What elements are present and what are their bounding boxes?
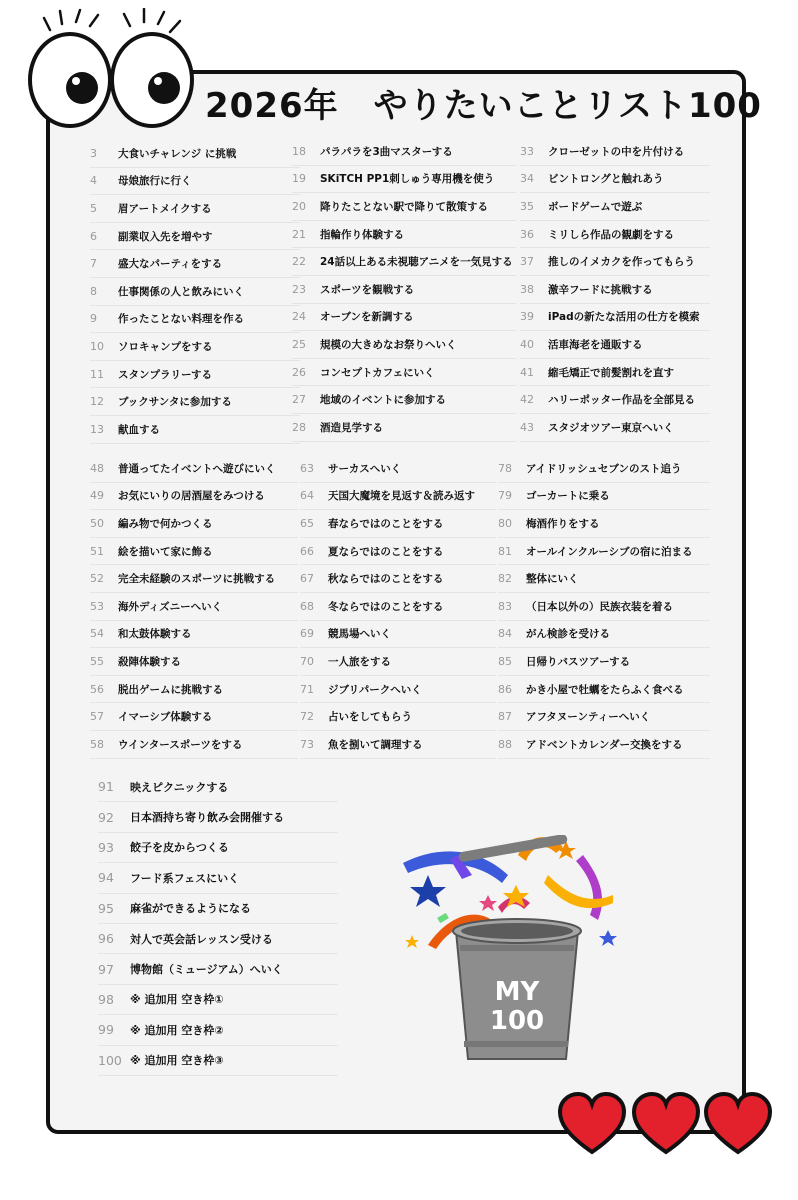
item-text: ※ 追加用 空き枠② bbox=[130, 1023, 224, 1037]
hearts-decoration bbox=[556, 1092, 776, 1158]
item-text: イマーシブ体験する bbox=[118, 711, 213, 724]
item-number: 66 bbox=[300, 544, 314, 558]
item-number: 72 bbox=[300, 710, 314, 724]
item-number: 22 bbox=[292, 255, 306, 269]
item-number: 34 bbox=[520, 172, 534, 186]
list-column bbox=[90, 140, 300, 444]
list-item bbox=[498, 621, 710, 649]
item-number: 51 bbox=[90, 544, 104, 558]
item-number: 39 bbox=[520, 310, 534, 324]
item-number: 96 bbox=[98, 931, 114, 947]
list-item bbox=[98, 833, 338, 863]
item-text: 仕事関係の人と飲みにいく bbox=[118, 285, 244, 298]
item-text: ジブリパークへいく bbox=[328, 683, 422, 696]
item-number: 25 bbox=[292, 337, 306, 351]
item-number: 28 bbox=[292, 420, 306, 434]
list-item bbox=[98, 1046, 338, 1076]
item-text: がん検診を受ける bbox=[526, 628, 610, 641]
item-number: 73 bbox=[300, 737, 314, 751]
item-number: 43 bbox=[520, 420, 534, 434]
item-text: 海外ディズニーへいく bbox=[118, 600, 223, 613]
list-item bbox=[292, 304, 516, 332]
item-number: 49 bbox=[90, 489, 104, 503]
item-text: 麻雀ができるようになる bbox=[130, 902, 251, 916]
list-item bbox=[98, 772, 338, 802]
item-number: 71 bbox=[300, 682, 314, 696]
item-text: iPadの新たな活用の仕方を模索 bbox=[548, 311, 700, 324]
item-text: 秋ならではのことをする bbox=[328, 573, 444, 586]
list-item bbox=[520, 276, 710, 304]
item-number: 18 bbox=[292, 144, 306, 158]
list-item bbox=[90, 278, 300, 306]
item-number: 68 bbox=[300, 599, 314, 613]
bucket-icon bbox=[398, 835, 628, 1075]
item-text: オールインクルーシブの宿に泊まる bbox=[526, 545, 693, 558]
list-item bbox=[300, 510, 496, 538]
list-item bbox=[292, 166, 516, 194]
list-item bbox=[520, 414, 710, 442]
item-text: 一人旅をする bbox=[328, 655, 391, 668]
list-item bbox=[498, 510, 710, 538]
item-number: 40 bbox=[520, 337, 534, 351]
item-text: （日本以外の）民族衣装を着る bbox=[526, 600, 673, 613]
item-text: スタジオツアー東京へいく bbox=[548, 421, 674, 434]
item-text: ビントロングと触れあう bbox=[548, 173, 664, 186]
item-text: 和太鼓体験する bbox=[118, 628, 192, 641]
list-column bbox=[292, 138, 516, 442]
item-text: 競馬場へいく bbox=[328, 628, 391, 641]
item-text: 春ならではのことをする bbox=[328, 517, 444, 530]
item-text: 脱出ゲームに挑戦する bbox=[118, 683, 223, 696]
item-number: 4 bbox=[90, 174, 97, 188]
item-number: 8 bbox=[90, 284, 97, 298]
item-number: 64 bbox=[300, 489, 314, 503]
item-text: 魚を捌いて調理する bbox=[328, 738, 423, 751]
item-number: 100 bbox=[98, 1052, 122, 1068]
item-number: 84 bbox=[498, 627, 512, 641]
item-text: スポーツを観戦する bbox=[320, 283, 415, 296]
item-text: 夏ならではのことをする bbox=[328, 545, 444, 558]
item-text: 博物館（ミュージアム）へいく bbox=[130, 963, 283, 977]
list-item bbox=[90, 333, 300, 361]
item-text: 普通ってたイベントへ遊びにいく bbox=[118, 462, 276, 475]
item-number: 53 bbox=[90, 599, 104, 613]
item-number: 87 bbox=[498, 710, 512, 724]
item-number: 19 bbox=[292, 172, 306, 186]
list-item bbox=[300, 621, 496, 649]
list-item bbox=[90, 388, 300, 416]
list-item bbox=[292, 386, 516, 414]
list-item bbox=[98, 924, 338, 954]
list-item bbox=[90, 168, 300, 196]
item-text: クローゼットの中を片付ける bbox=[548, 145, 685, 158]
list-item bbox=[498, 565, 710, 593]
list-item bbox=[300, 593, 496, 621]
list-column bbox=[300, 455, 496, 759]
item-number: 81 bbox=[498, 544, 512, 558]
item-text: 対人で英会話レッスン受ける bbox=[130, 932, 273, 946]
item-text: お気にいりの居酒屋をみつける bbox=[118, 490, 265, 503]
item-number: 27 bbox=[292, 393, 306, 407]
bucket-label-line1: MY bbox=[494, 977, 540, 1007]
item-number: 24 bbox=[292, 310, 306, 324]
item-number: 54 bbox=[90, 627, 104, 641]
item-text: ウインタースポーツをする bbox=[118, 738, 243, 751]
item-number: 42 bbox=[520, 393, 534, 407]
list-item bbox=[300, 676, 496, 704]
list-item bbox=[498, 538, 710, 566]
item-number: 52 bbox=[90, 572, 104, 586]
item-text: 指輪作り体験する bbox=[320, 228, 404, 241]
item-number: 13 bbox=[90, 422, 104, 436]
item-number: 88 bbox=[498, 737, 512, 751]
item-number: 69 bbox=[300, 627, 314, 641]
item-text: ボードゲームで遊ぶ bbox=[548, 200, 643, 213]
list-item bbox=[520, 138, 710, 166]
list-item bbox=[98, 1015, 338, 1045]
item-text: 編み物で何かつくる bbox=[118, 517, 213, 530]
list-item bbox=[90, 731, 298, 759]
list-column-final bbox=[98, 772, 338, 1076]
item-text: 母娘旅行に行く bbox=[118, 175, 192, 188]
list-item bbox=[90, 140, 300, 168]
item-text: アフタヌーンティーへいく bbox=[526, 711, 651, 724]
item-text: 梅酒作りをする bbox=[526, 517, 600, 530]
item-number: 21 bbox=[292, 227, 306, 241]
item-text: サーカスへいく bbox=[328, 462, 402, 475]
list-item bbox=[520, 248, 710, 276]
item-text: かき小屋で牡蠣をたらふく食べる bbox=[526, 683, 684, 696]
item-text: 縮毛矯正で前髪割れを直す bbox=[548, 366, 674, 379]
item-number: 50 bbox=[90, 516, 104, 530]
item-text: 酒造見学する bbox=[320, 421, 383, 434]
item-text: ブックサンタに参加する bbox=[118, 396, 232, 409]
item-number: 57 bbox=[90, 710, 104, 724]
list-column bbox=[520, 138, 710, 442]
list-item bbox=[300, 455, 496, 483]
item-text: 日本酒持ち寄り飲み会開催する bbox=[130, 811, 284, 825]
item-text: 24話以上ある未視聴アニメを一気見する bbox=[320, 256, 513, 269]
item-text: 地域のイベントに参加する bbox=[320, 394, 446, 407]
list-item bbox=[90, 510, 298, 538]
item-number: 83 bbox=[498, 599, 512, 613]
item-text: 占いをしてもらう bbox=[328, 711, 412, 724]
list-item bbox=[520, 304, 710, 332]
item-text: 献血する bbox=[118, 423, 160, 436]
item-text: 冬ならではのことをする bbox=[328, 600, 444, 613]
item-number: 3 bbox=[90, 146, 97, 160]
list-item bbox=[498, 483, 710, 511]
list-item bbox=[520, 193, 710, 221]
googly-eyes-icon bbox=[20, 8, 200, 128]
item-text: 副業収入先を増やす bbox=[118, 230, 213, 243]
item-number: 56 bbox=[90, 682, 104, 696]
list-item bbox=[90, 676, 298, 704]
list-item bbox=[292, 276, 516, 304]
item-number: 80 bbox=[498, 516, 512, 530]
list-item bbox=[98, 954, 338, 984]
item-number: 91 bbox=[98, 779, 114, 795]
item-number: 78 bbox=[498, 461, 512, 475]
item-number: 5 bbox=[90, 201, 97, 215]
list-item bbox=[90, 306, 300, 334]
item-text: スタンプラリーする bbox=[118, 368, 212, 381]
list-item bbox=[90, 361, 300, 389]
item-number: 99 bbox=[98, 1022, 114, 1038]
list-item bbox=[90, 703, 298, 731]
list-item bbox=[292, 248, 516, 276]
item-text: ハリーポッター作品を全部見る bbox=[548, 394, 695, 407]
list-item bbox=[90, 648, 298, 676]
item-text: 餃子を皮からつくる bbox=[130, 841, 229, 855]
list-item bbox=[520, 386, 710, 414]
item-number: 6 bbox=[90, 229, 97, 243]
item-text: 眉アートメイクする bbox=[118, 202, 212, 215]
bucket-label-line2: 100 bbox=[489, 1006, 545, 1036]
item-text: ソロキャンプをする bbox=[118, 340, 213, 353]
item-number: 38 bbox=[520, 282, 534, 296]
list-item bbox=[498, 676, 710, 704]
item-number: 35 bbox=[520, 199, 534, 213]
item-number: 9 bbox=[90, 312, 97, 326]
item-number: 36 bbox=[520, 227, 534, 241]
item-number: 48 bbox=[90, 461, 104, 475]
item-number: 58 bbox=[90, 737, 104, 751]
item-text: 絵を描いて家に飾る bbox=[118, 545, 213, 558]
item-text: オーブンを新調する bbox=[320, 311, 414, 324]
list-item bbox=[300, 703, 496, 731]
item-number: 10 bbox=[90, 339, 104, 353]
item-number: 55 bbox=[90, 654, 104, 668]
item-text: コンセプトカフェにいく bbox=[320, 366, 435, 379]
item-text: ※ 追加用 空き枠③ bbox=[130, 1054, 224, 1068]
list-item bbox=[90, 538, 298, 566]
item-number: 12 bbox=[90, 395, 104, 409]
list-item bbox=[98, 894, 338, 924]
list-item bbox=[98, 802, 338, 832]
item-text: フード系フェスにいく bbox=[130, 871, 240, 885]
list-item bbox=[300, 483, 496, 511]
item-text: 映えピクニックする bbox=[130, 780, 229, 794]
item-text: 完全未経験のスポーツに挑戦する bbox=[118, 573, 276, 586]
item-text: 天国大魔境を見返す＆読み返す bbox=[328, 490, 475, 503]
item-number: 79 bbox=[498, 489, 512, 503]
list-item bbox=[292, 359, 516, 387]
list-item bbox=[300, 731, 496, 759]
list-item bbox=[300, 538, 496, 566]
item-number: 41 bbox=[520, 365, 534, 379]
list-item bbox=[98, 863, 338, 893]
item-number: 97 bbox=[98, 961, 114, 977]
list-item bbox=[90, 483, 298, 511]
item-number: 95 bbox=[98, 900, 114, 916]
list-item bbox=[292, 138, 516, 166]
item-number: 26 bbox=[292, 365, 306, 379]
list-item bbox=[520, 331, 710, 359]
list-item bbox=[520, 221, 710, 249]
item-number: 33 bbox=[520, 144, 534, 158]
list-item bbox=[98, 985, 338, 1015]
heart-icon bbox=[706, 1094, 770, 1152]
list-item bbox=[90, 593, 298, 621]
item-text: 降りたことない駅で降りて散策する bbox=[320, 200, 488, 213]
item-text: 激辛フードに挑戦する bbox=[548, 283, 653, 296]
item-text: 活車海老を通販する bbox=[548, 338, 643, 351]
list-item bbox=[300, 648, 496, 676]
list-item bbox=[90, 565, 298, 593]
item-number: 70 bbox=[300, 654, 314, 668]
list-column bbox=[498, 455, 710, 759]
item-text: 作ったことない料理を作る bbox=[118, 313, 244, 326]
item-text: 大食いチャレンジ に挑戦 bbox=[118, 147, 237, 160]
list-item bbox=[90, 223, 300, 251]
item-number: 20 bbox=[292, 199, 306, 213]
item-text: パラパラを3曲マスターする bbox=[320, 145, 453, 158]
item-text: ゴーカートに乗る bbox=[526, 490, 610, 503]
list-item bbox=[498, 703, 710, 731]
list-item bbox=[520, 166, 710, 194]
list-column bbox=[90, 455, 298, 759]
heart-icon bbox=[560, 1094, 624, 1152]
item-number: 7 bbox=[90, 257, 97, 271]
list-item bbox=[90, 621, 298, 649]
list-item bbox=[292, 193, 516, 221]
list-item bbox=[498, 731, 710, 759]
item-text: SKiTCH PP1刺しゅう専用機を使う bbox=[320, 173, 495, 186]
item-text: 殺陣体験する bbox=[118, 655, 181, 668]
list-item bbox=[90, 455, 298, 483]
item-number: 23 bbox=[292, 282, 306, 296]
item-number: 82 bbox=[498, 572, 512, 586]
item-text: 整体にいく bbox=[526, 573, 579, 586]
item-number: 67 bbox=[300, 572, 314, 586]
item-number: 98 bbox=[98, 991, 114, 1007]
item-text: 日帰りバスツアーする bbox=[526, 655, 631, 668]
item-number: 11 bbox=[90, 367, 104, 381]
list-item bbox=[292, 221, 516, 249]
item-text: 推しのイメカクを作ってもらう bbox=[548, 256, 695, 269]
item-text: ※ 追加用 空き枠① bbox=[130, 993, 224, 1007]
list-item bbox=[520, 359, 710, 387]
list-item bbox=[90, 250, 300, 278]
list-item bbox=[292, 414, 516, 442]
list-item bbox=[292, 331, 516, 359]
item-number: 86 bbox=[498, 682, 512, 696]
item-number: 63 bbox=[300, 461, 314, 475]
item-text: ミリしら作品の観劇をする bbox=[548, 228, 674, 241]
list-item bbox=[498, 648, 710, 676]
item-text: アドベントカレンダー交換をする bbox=[526, 738, 683, 751]
list-item bbox=[90, 195, 300, 223]
item-text: 規模の大きめなお祭りへいく bbox=[320, 338, 457, 351]
list-item bbox=[498, 455, 710, 483]
item-number: 94 bbox=[98, 870, 114, 886]
page-title: 2026年 やりたいことリスト100 bbox=[205, 86, 762, 126]
item-number: 37 bbox=[520, 255, 534, 269]
item-number: 65 bbox=[300, 516, 314, 530]
list-item bbox=[300, 565, 496, 593]
item-number: 92 bbox=[98, 809, 114, 825]
heart-icon bbox=[634, 1094, 698, 1152]
item-number: 93 bbox=[98, 839, 114, 855]
item-text: アイドリッシュセブンのスト追う bbox=[526, 462, 682, 475]
item-number: 85 bbox=[498, 654, 512, 668]
item-text: 盛大なパーティをする bbox=[118, 258, 223, 271]
list-item bbox=[90, 416, 300, 444]
list-item bbox=[498, 593, 710, 621]
